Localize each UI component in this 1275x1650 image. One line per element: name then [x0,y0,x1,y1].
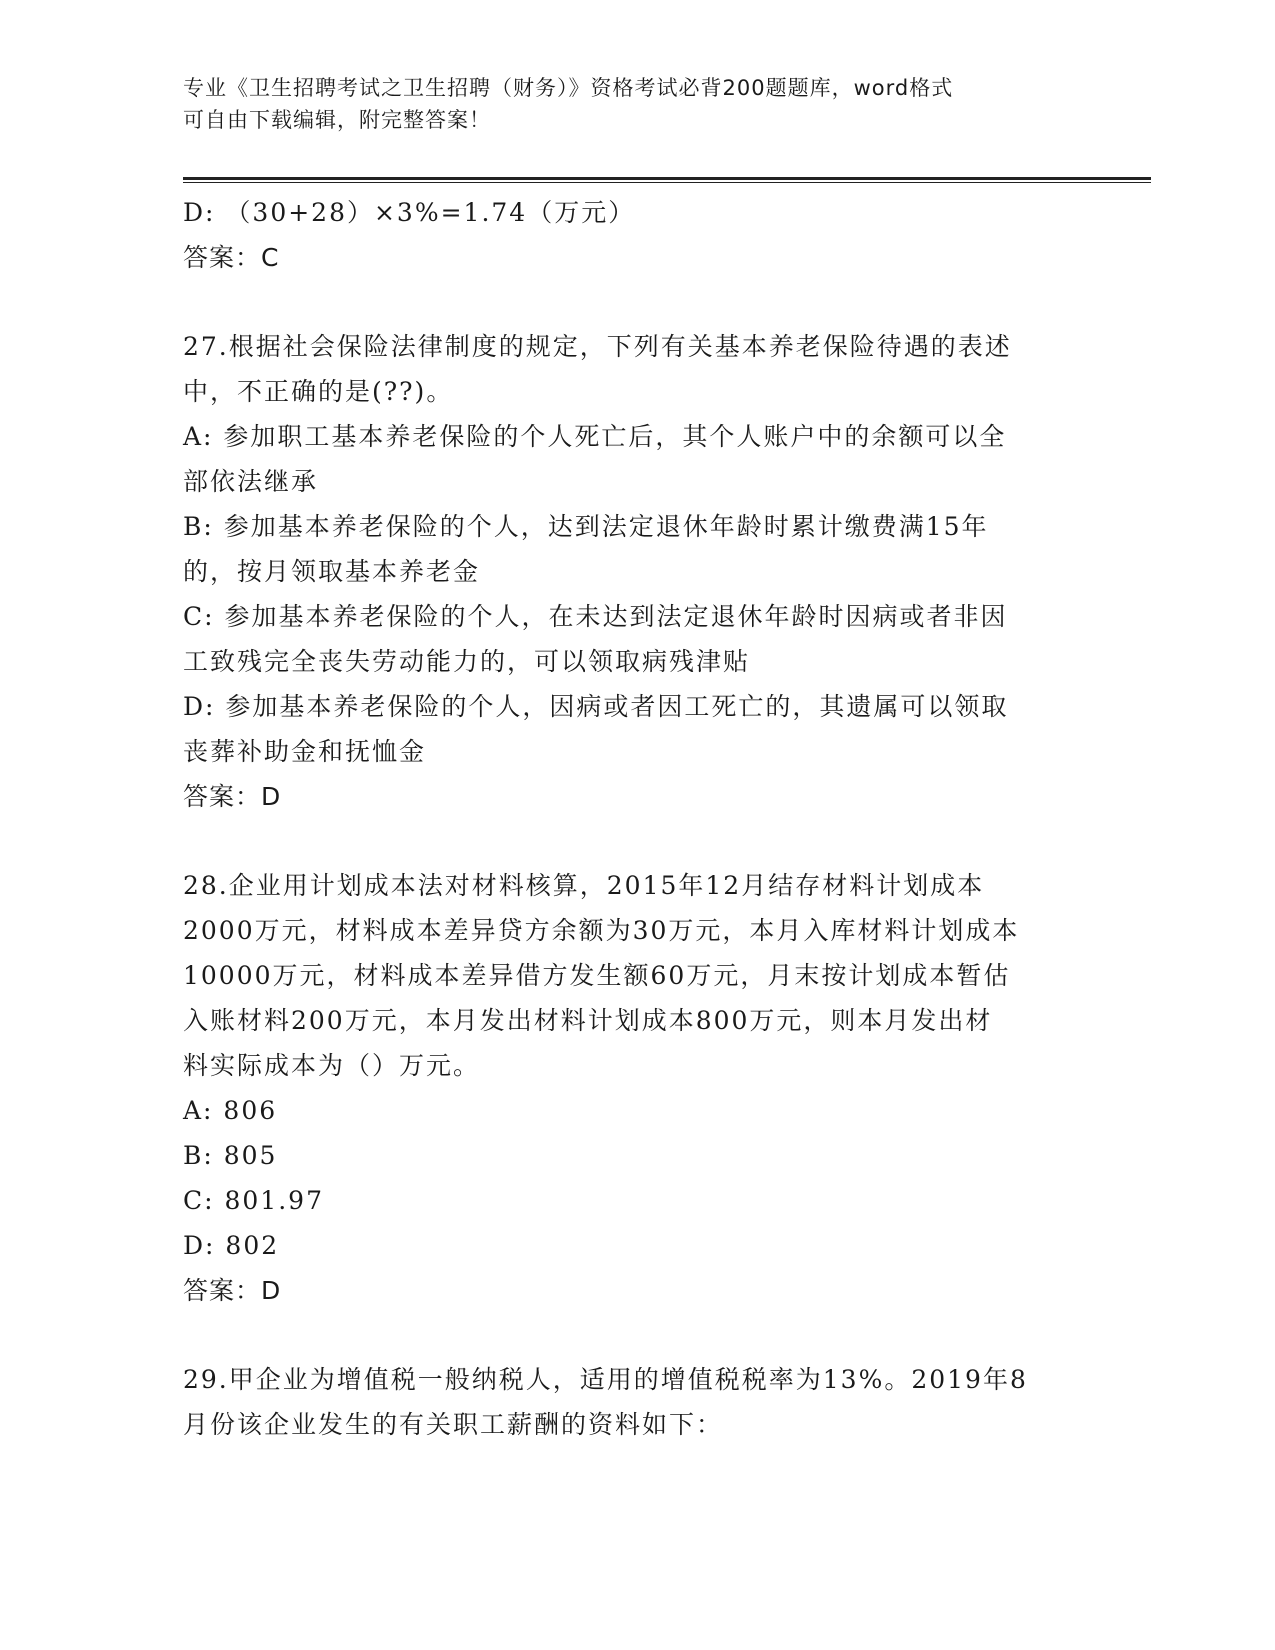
page-content [183,190,1083,1447]
option-c: C: 801.97 [183,1186,324,1215]
question-stem: 月份该企业发生的有关职工薪酬的资料如下： [183,1410,724,1439]
question-27 [183,324,1083,819]
header-line-1: 专业《卫生招聘考试之卫生招聘（财务）》资格考试必背200题题库，word格式 [183,76,954,100]
option-d: D: 参加基本养老保险的个人，因病或者因工死亡的，其遗属可以领取 [183,692,1009,721]
option-a: A: 806 [183,1096,278,1125]
question-stem: 入账材料200万元，本月发出材料计划成本800万元，则本月发出材 [183,1006,993,1035]
header-line-2: 可自由下载编辑，附完整答案！ [183,108,491,132]
spacer [183,819,1083,863]
option-b: B: 805 [183,1141,278,1170]
question-stem: 料实际成本为（）万元。 [183,1051,481,1080]
question-stem: 中，不正确的是(??)。 [183,377,454,406]
question-stem: 29.甲企业为增值税一般纳税人，适用的增值税税率为13%。2019年8 [183,1365,1028,1394]
page-header [183,72,1063,136]
answer: 答案：D [183,1276,282,1305]
option-b: B: 参加基本养老保险的个人，达到法定退休年龄时累计缴费满15年 [183,512,989,541]
spacer [183,280,1083,324]
option-b: 的，按月领取基本养老金 [183,557,481,586]
question-28 [183,863,1083,1313]
option-c: 工致残完全丧失劳动能力的，可以领取病残津贴 [183,647,751,676]
option-c: C: 参加基本养老保险的个人，在未达到法定退休年龄时因病或者非因 [183,602,1008,631]
question-stem: 28.企业用计划成本法对材料核算，2015年12月结存材料计划成本 [183,871,985,900]
answer: 答案：D [183,782,282,811]
option-d: D: （30+28）×3%=1.74（万元） [183,198,636,227]
question-26-tail [183,190,1083,280]
option-a: A: 参加职工基本养老保险的个人死亡后，其个人账户中的余额可以全 [183,422,1007,451]
answer: 答案：C [183,243,280,272]
spacer [183,1313,1083,1357]
question-stem: 10000万元，材料成本差异借方发生额60万元，月末按计划成本暂估 [183,961,1011,990]
question-stem: 27.根据社会保险法律制度的规定，下列有关基本养老保险待遇的表述 [183,332,1012,361]
option-a: 部依法继承 [183,467,319,496]
question-29 [183,1357,1083,1447]
option-d: D: 802 [183,1231,280,1260]
option-d: 丧葬补助金和抚恤金 [183,737,427,766]
header-divider-thin [183,182,1151,183]
header-divider-thick [183,177,1151,180]
question-stem: 2000万元，材料成本差异贷方余额为30万元，本月入库材料计划成本 [183,916,1020,945]
